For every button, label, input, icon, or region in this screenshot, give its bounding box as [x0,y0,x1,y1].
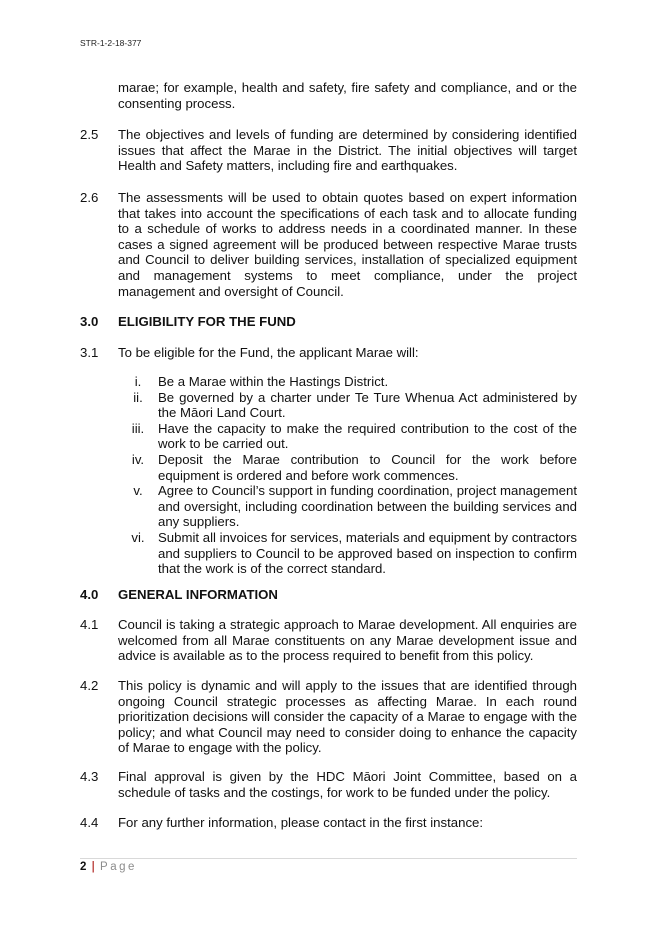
list-item-text: Be a Marae within the Hastings District. [158,374,389,389]
paragraph-text: Final approval is given by the HDC Māori Joint Committee, based on a schedule of tasks and the costings, for work to be funded under the policy. [118,769,577,800]
list-item-number: v. [133,483,143,499]
section-title: ELIGIBILITY FOR THE FUND [118,314,296,329]
list-item [118,421,577,452]
paragraph-text: This policy is dynamic and will apply to the issues that are identified through ongoing Council strategic processes as affecting Marae. In each round prioritization decisions will consider the capacity of a Marae to engage with the policy; and what Council may need to consider doing to enhance the capacity of Marae to engage with the policy. [118,678,577,756]
list-item-number: iv. [131,451,145,467]
paragraph-number: 4.2 [80,678,99,693]
page-number: 2 [80,861,87,873]
document-reference: STR-1-2-18-377 [80,38,142,48]
list-item-text: Have the capacity to make the required contribution to the cost of the work to be carried out. [158,420,577,452]
list-item-number: i. [134,374,142,389]
section-number: 3.0 [80,314,99,329]
list-item [118,452,577,483]
list-item [118,483,577,530]
paragraph-2-5 [80,127,577,174]
list-item-text: Deposit the Marae contribution to Council for the work before equipment is ordered and before work commences. [158,451,577,483]
paragraph-4-1 [80,617,577,664]
list-item-text: Be governed by a charter under Te Ture Whenua Act administered by the Māori Land Court. [158,389,577,421]
page-footer [80,861,137,873]
paragraph-4-2 [80,678,577,756]
paragraph-text: Council is taking a strategic approach to Marae development. All enquiries are welcomed from all Marae constituents on any Marae development issue and advice is available as to the process required to benefit from this policy. [118,617,577,664]
paragraph-3-1 [80,345,577,361]
list-item [118,390,577,421]
paragraph-4-3 [80,769,577,800]
eligibility-list [118,374,577,577]
paragraph-number: 2.6 [80,190,99,205]
section-title: GENERAL INFORMATION [118,587,278,602]
paragraph-4-4 [80,815,577,831]
paragraph-number: 3.1 [80,345,99,360]
paragraph-number: 4.3 [80,769,99,784]
paragraph-text: The assessments will be used to obtain quotes based on expert information that takes into account the specifications of each task and to allocate funding to a schedule of works to address needs in a coordinated manner. In these cases a signed agreement will be produced between respective Marae trusts and Council to deliver building services, installation of specialized equipment and management systems to meet compliance, under the project management and oversight of Council. [118,190,577,299]
paragraph-number: 4.1 [80,617,99,632]
paragraph-2-6 [80,190,577,299]
list-item-number: ii. [133,389,143,405]
continuation-paragraph [80,80,577,111]
footer-separator: | [91,861,95,873]
list-item-number: vi. [131,529,145,545]
paragraph-text: For any further information, please contact in the first instance: [118,815,484,830]
continuation-text: marae; for example, health and safety, fire safety and compliance, and or the consenting process. [118,80,577,111]
list-item [118,530,577,577]
paragraph-number: 4.4 [80,815,99,830]
section-number: 4.0 [80,587,99,602]
section-heading-4 [80,587,577,603]
paragraph-text: The objectives and levels of funding are determined by considering identified issues that affect the Marae in the District. The initial objectives will target Health and Safety matters, including fire and earthquakes. [118,127,577,174]
paragraph-number: 2.5 [80,127,99,142]
footer-divider [80,858,577,859]
section-heading-3 [80,314,577,330]
list-item-text: Agree to Council’s support in funding coordination, project management and oversight, including coordination between the building services and any suppliers. [158,483,577,530]
list-item [118,374,577,390]
page-word: Page [100,861,137,873]
paragraph-text: To be eligible for the Fund, the applicant Marae will: [118,345,419,360]
list-item-text: Submit all invoices for services, materials and equipment by contractors and suppliers to Council to be approved based on inspection to confirm that the work is of the correct standard. [158,529,577,577]
list-item-number: iii. [131,420,145,436]
